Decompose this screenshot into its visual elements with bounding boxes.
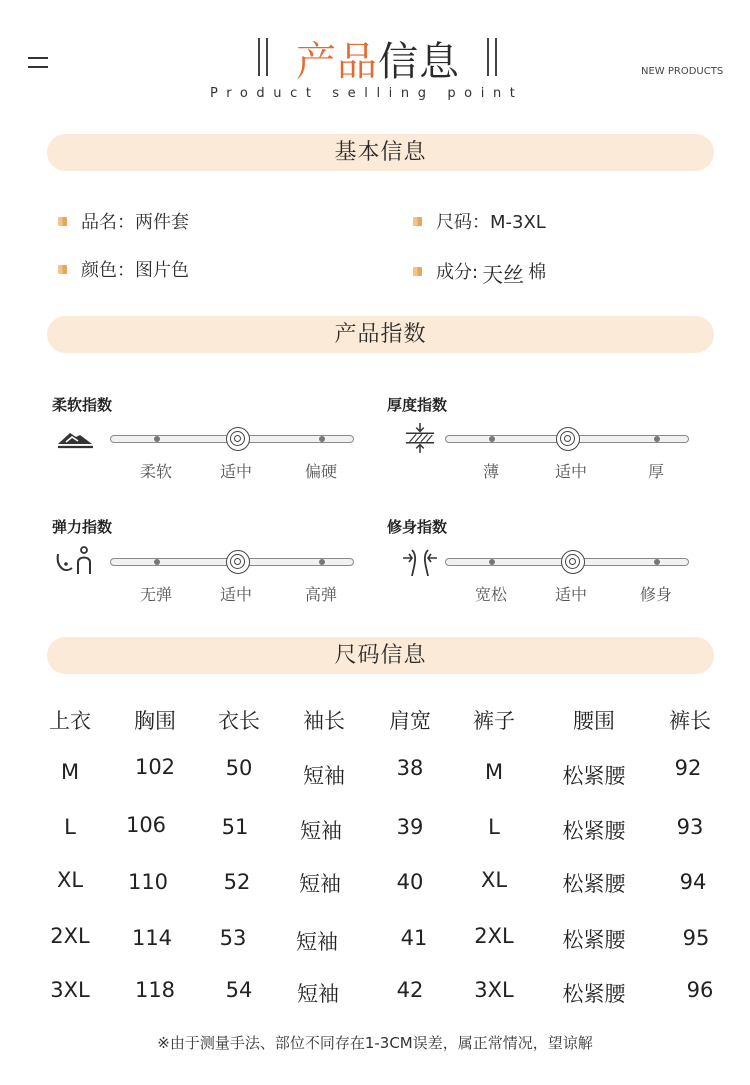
size-table-header: 裤长 [669, 709, 711, 733]
size-table-cell: 松紧腰 [562, 872, 626, 896]
size-table-cell: 短袖 [300, 819, 342, 843]
softness-level-low: 柔软 [139, 462, 173, 481]
size-table-cell: XL [56, 868, 84, 892]
softness-slider-knob [226, 427, 250, 451]
size-table-cell: 106 [125, 813, 167, 837]
title-divider-right [495, 38, 497, 76]
page-title: 产品信息 [296, 39, 460, 85]
shoe-icon [56, 424, 96, 456]
fit-level-low: 宽松 [474, 585, 508, 604]
fit-level-high: 修身 [639, 585, 673, 604]
size-table-cell: M [60, 760, 80, 784]
slider-tick [319, 436, 325, 442]
thickness-icon [400, 422, 440, 454]
title-divider-left [258, 38, 260, 76]
size-table-cell: 40 [396, 870, 424, 894]
size-table-cell: 短袖 [303, 764, 345, 788]
index-title-stretch: 弹力指数 [52, 518, 113, 536]
softness-level-mid: 适中 [219, 462, 253, 481]
bullet-icon [58, 217, 67, 226]
slider-tick [154, 436, 160, 442]
section-basic-info: 基本信息 [47, 134, 714, 171]
size-table-header: 上衣 [49, 709, 91, 733]
stretch-level-high: 高弹 [304, 585, 338, 604]
slider-tick [154, 559, 160, 565]
size-table-cell: 54 [225, 978, 253, 1002]
section-product-index: 产品指数 [47, 316, 714, 353]
thickness-slider-knob [556, 427, 580, 451]
stretch-slider-knob [226, 550, 250, 574]
size-table-cell: L [64, 815, 76, 839]
size-table-cell: 52 [223, 870, 251, 894]
size-table-cell: 118 [134, 978, 176, 1002]
bullet-icon [58, 265, 67, 274]
size-table-cell: L [488, 815, 500, 839]
thickness-slider-track [445, 435, 689, 443]
page-subtitle: Product selling point [210, 86, 524, 101]
stretch-slider-track [110, 558, 354, 566]
size-table-cell: 94 [679, 870, 707, 894]
index-title-thickness: 厚度指数 [387, 396, 448, 414]
size-table-cell: 短袖 [297, 982, 339, 1006]
size-table-cell: 110 [127, 870, 169, 894]
index-title-fit: 修身指数 [387, 518, 448, 536]
size-table-cell: XL [480, 868, 508, 892]
bullet-icon [413, 267, 422, 276]
size-table-cell: 51 [221, 815, 249, 839]
size-table-cell: 38 [396, 756, 424, 780]
size-table-cell: 95 [682, 926, 710, 950]
size-table-cell: 42 [396, 978, 424, 1002]
stretch-level-low: 无弹 [139, 585, 173, 604]
thickness-level-high: 厚 [647, 462, 665, 481]
size-table-cell: 松紧腰 [562, 819, 626, 843]
size-table-cell: 短袖 [299, 872, 341, 896]
size-table-cell: 3XL [474, 978, 514, 1002]
size-table-cell: 102 [134, 755, 176, 779]
thickness-level-low: 薄 [482, 462, 500, 481]
fit-icon [400, 546, 440, 578]
size-table-cell: 96 [686, 978, 714, 1002]
size-table-cell: 松紧腰 [562, 928, 626, 952]
size-table-header: 裤子 [473, 709, 515, 733]
info-name: 品名：两件套 [58, 208, 189, 234]
slider-tick [654, 559, 660, 565]
measurement-footnote: ※由于测量手法、部位不同存在1-3CM误差，属正常情况，望谅解 [157, 1034, 593, 1052]
size-table-header: 胸围 [134, 709, 176, 733]
fit-slider-knob [561, 550, 585, 574]
menu-icon[interactable] [28, 57, 48, 69]
size-table-cell: 114 [131, 926, 173, 950]
info-color: 颜色：图片色 [58, 256, 189, 282]
size-table-header: 腰围 [573, 709, 615, 733]
title-divider-left [266, 38, 268, 76]
size-table-cell: 松紧腰 [562, 982, 626, 1006]
info-material: 成分: 天丝 棉 [413, 256, 546, 286]
slider-tick [319, 559, 325, 565]
size-table-cell: 松紧腰 [562, 764, 626, 788]
bullet-icon [413, 217, 422, 226]
size-table-cell: 93 [676, 815, 704, 839]
softness-slider-track [110, 435, 354, 443]
fit-slider-track [445, 558, 689, 566]
size-table-cell: 53 [219, 926, 247, 950]
thickness-level-mid: 适中 [554, 462, 588, 481]
stretch-level-mid: 适中 [219, 585, 253, 604]
size-table-cell: 92 [674, 756, 702, 780]
size-table-cell: 41 [400, 926, 428, 950]
info-size: 尺码：M-3XL [413, 208, 546, 234]
size-table-header: 衣长 [218, 709, 260, 733]
size-table-header: 袖长 [303, 709, 345, 733]
slider-tick [654, 436, 660, 442]
stretch-icon [54, 544, 94, 576]
size-table-header: 肩宽 [389, 709, 431, 733]
size-table-cell: 50 [225, 756, 253, 780]
size-table-cell: M [484, 760, 504, 784]
size-table-cell: 39 [396, 815, 424, 839]
size-table-cell: 2XL [474, 924, 514, 948]
index-title-softness: 柔软指数 [52, 396, 113, 414]
size-table-cell: 2XL [50, 924, 90, 948]
slider-tick [489, 436, 495, 442]
softness-level-high: 偏硬 [304, 462, 338, 481]
size-table-cell: 短袖 [296, 930, 338, 954]
size-table-cell: 3XL [50, 978, 90, 1002]
title-divider-right [487, 38, 489, 76]
slider-tick [489, 559, 495, 565]
section-size-info: 尺码信息 [47, 637, 714, 674]
fit-level-mid: 适中 [554, 585, 588, 604]
new-products-label: NEW PRODUCTS [641, 66, 724, 77]
